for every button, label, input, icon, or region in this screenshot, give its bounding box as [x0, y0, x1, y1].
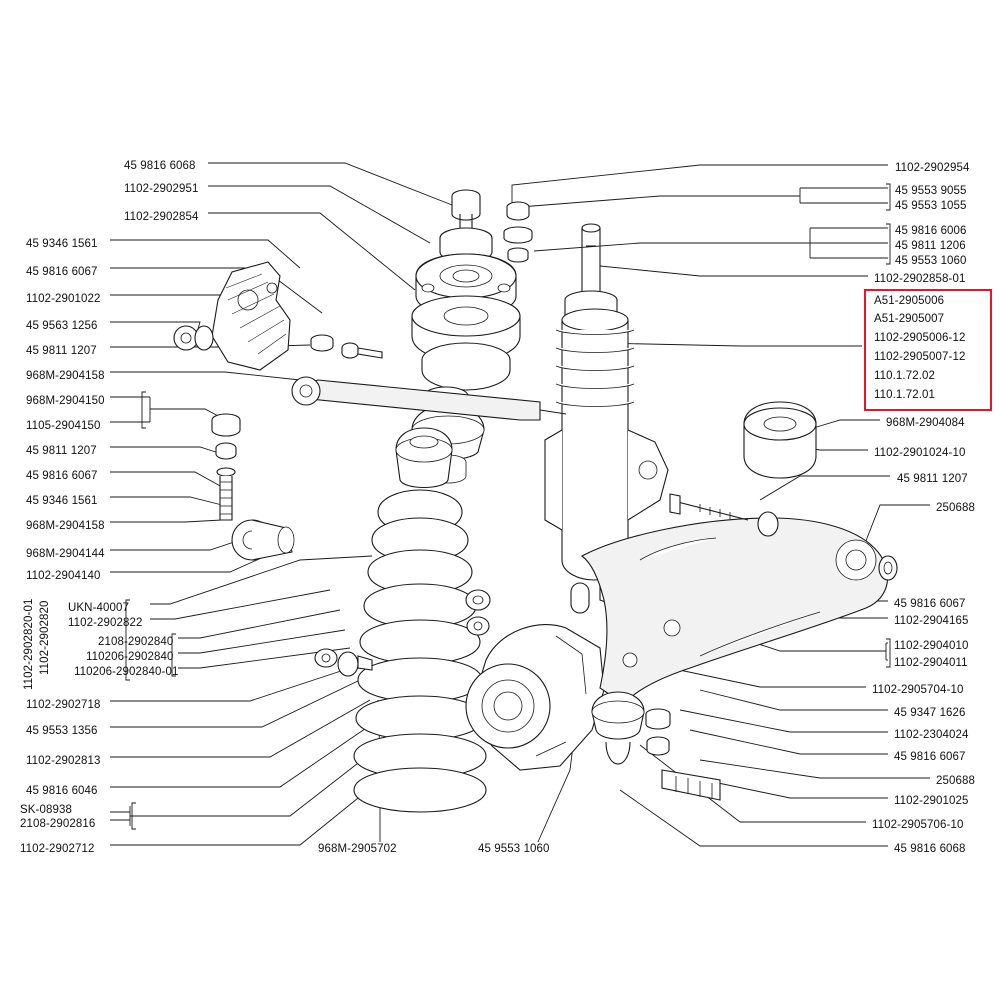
part-label: 968M-2904158: [26, 520, 105, 532]
part-label: 1102-2902822: [68, 617, 143, 629]
part-label: 250688: [936, 775, 975, 787]
left-small-parts: [174, 326, 382, 560]
part-label: 1102-2905704-10: [872, 684, 964, 696]
part-label: 45 9816 6067: [26, 470, 98, 482]
part-label: 45 9811 1207: [26, 445, 97, 457]
part-label: 250688: [936, 502, 975, 514]
part-label: 45 9816 6046: [26, 785, 98, 797]
part-label: 110206-2902840-01: [74, 666, 179, 678]
highlighted-part-label: 110.1.72.02: [874, 370, 935, 382]
part-label: SK-08938: [20, 804, 72, 816]
part-label: 45 9553 1060: [895, 255, 967, 267]
part-label: 45 9553 1055: [895, 200, 967, 212]
part-label: 1102-2904140: [26, 570, 101, 582]
part-label: 1102-2901025: [894, 795, 969, 807]
part-label: 968M-2904150: [26, 395, 105, 407]
part-label: 968M-2904158: [26, 370, 105, 382]
part-label: 1102-2904011: [894, 657, 968, 669]
part-label: 1102-2304024: [894, 729, 969, 741]
highlighted-part-label: A51-2905006: [874, 295, 945, 307]
part-label: UKN-40007: [68, 602, 129, 614]
part-label: 2108-2902840: [98, 636, 174, 648]
part-label: 45 9816 6068: [894, 843, 966, 855]
fastener-stack-top: [504, 202, 532, 262]
part-label: 45 9553 1356: [26, 725, 98, 737]
part-label-rotated: 1102-2902820-01: [23, 598, 35, 690]
part-label: 1102-2904010: [894, 640, 969, 652]
part-label: 45 9811 1207: [897, 473, 968, 485]
part-label: 45 9347 1626: [894, 707, 966, 719]
part-label-rotated: 1102-2902820: [39, 600, 51, 675]
part-label: 1102-2905706-10: [872, 819, 964, 831]
part-label: 45 9553 9055: [895, 185, 967, 197]
part-label: 1102-2902854: [124, 211, 199, 223]
part-label: 45 9816 6067: [26, 266, 98, 278]
part-label: 1102-2902858-01: [874, 273, 966, 285]
part-label: 45 9816 6067: [894, 751, 966, 763]
part-label: 45 9553 1060: [478, 843, 550, 855]
part-label: 1102-2901024-10: [874, 447, 966, 459]
part-label: 968M-2905702: [318, 843, 397, 855]
coil-spring: [354, 428, 486, 812]
part-label: 1102-2901022: [26, 293, 101, 305]
part-label: 968M-2904084: [886, 417, 965, 429]
upper-bracket: [212, 262, 290, 370]
part-label: 45 9816 6067: [894, 598, 966, 610]
part-label: 45 9346 1561: [26, 495, 98, 507]
part-label: 45 9811 1206: [895, 240, 966, 252]
part-label: 45 9816 6068: [124, 160, 196, 172]
ball-joint: [592, 692, 720, 800]
part-label: 1102-2904165: [894, 615, 969, 627]
part-label: 1102-2902712: [20, 843, 95, 855]
part-label: 968M-2904144: [26, 548, 105, 560]
part-label: 2108-2902816: [20, 818, 96, 830]
steering-knuckle: [466, 625, 604, 770]
highlighted-part-label: A51-2905007: [874, 313, 945, 325]
highlighted-part-label: 110.1.72.01: [874, 389, 935, 401]
highlighted-part-label: 1102-2905006-12: [874, 332, 966, 344]
part-label: 1105-2904150: [26, 420, 101, 432]
lower-control-arm: [582, 518, 888, 704]
part-label: 45 9816 6006: [895, 225, 967, 237]
part-label: 1102-2902954: [895, 162, 970, 174]
part-label: 110206-2902840: [86, 651, 174, 663]
part-label: 45 9811 1207: [26, 345, 97, 357]
part-label: 1102-2902813: [26, 755, 101, 767]
part-label: 1102-2902951: [124, 183, 199, 195]
part-label: 45 9563 1256: [26, 320, 98, 332]
highlighted-part-label: 1102-2905007-12: [874, 351, 966, 363]
part-label: 1102-2902718: [26, 699, 101, 711]
part-label: 45 9346 1561: [26, 238, 98, 250]
